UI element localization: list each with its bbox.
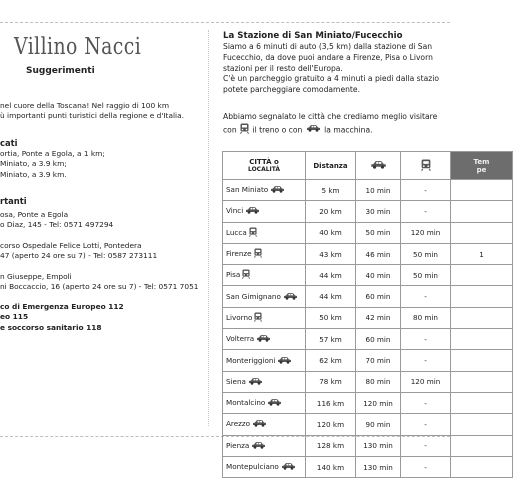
city-name: Montepulciano — [226, 462, 279, 471]
cell-extra — [451, 180, 513, 201]
city-name: San Gimignano — [226, 291, 281, 301]
cell-train-time: - — [401, 350, 451, 371]
section-locations — [0, 138, 208, 180]
section-line: corso Ospedale Felice Lotti, Pontedera — [0, 240, 142, 250]
table-row — [223, 414, 513, 435]
cell-extra — [451, 392, 513, 413]
city-name: Monteriggioni — [226, 355, 276, 365]
legend-con: con — [223, 124, 237, 134]
table-row — [223, 307, 513, 328]
cell-extra — [451, 286, 513, 307]
cell-train-time: - — [401, 286, 451, 307]
cell-train-time: 80 min — [401, 307, 451, 328]
car-icon — [251, 441, 266, 451]
section-line: o Diaz, 145 - Tel: 0571 497294 — [0, 220, 114, 230]
top-dashed-rule — [0, 22, 450, 23]
legend-line-icons — [223, 123, 450, 138]
intro-line: nel cuore della Toscana! Nel raggio di 100 km — [0, 101, 170, 110]
cell-extra — [451, 329, 513, 350]
train-icon — [254, 248, 262, 260]
cell-car-time: 80 min — [356, 371, 401, 392]
train-icon — [249, 227, 257, 239]
cell-city — [223, 222, 306, 243]
cell-city — [223, 265, 306, 286]
cell-distance: 44 km — [306, 265, 356, 286]
car-icon — [306, 124, 321, 136]
cell-train-time: - — [401, 392, 451, 413]
distance-table — [222, 151, 513, 478]
section-line: ni Boccaccio, 16 (aperto 24 ore su 7) - Tel: 0571 7051 — [0, 282, 199, 292]
cell-car-time: 10 min — [356, 180, 401, 201]
cell-car-time: 60 min — [356, 329, 401, 350]
cell-train-time: 120 min — [401, 371, 451, 392]
table-row — [223, 329, 513, 350]
table-header-row — [223, 152, 513, 180]
header-extra-line2: pe — [476, 165, 487, 174]
legend-end: la macchina. — [324, 124, 373, 134]
header-distance: Distanza — [306, 152, 356, 180]
cell-distance: 57 km — [306, 329, 356, 350]
logo-text: Villino Nacci — [14, 34, 142, 60]
header-car — [356, 152, 401, 180]
train-icon — [254, 312, 262, 324]
city-name: Vinci — [226, 206, 244, 216]
page-subtitle: Suggerimenti — [26, 66, 95, 76]
city-name: Pisa — [226, 270, 241, 280]
car-icon — [252, 419, 267, 429]
cell-distance: 140 km — [306, 456, 356, 477]
cell-car-time: 90 min — [356, 414, 401, 435]
cell-extra — [451, 456, 513, 477]
cell-train-time: - — [401, 456, 451, 477]
cell-train-time: 120 min — [401, 222, 451, 243]
header-train — [401, 152, 451, 180]
cell-city — [223, 371, 306, 392]
cell-car-time: 46 min — [356, 243, 401, 264]
city-name: Firenze — [226, 249, 252, 259]
section-title: rtanti — [0, 196, 27, 206]
cell-car-time: 120 min — [356, 392, 401, 413]
city-name: Lucca — [226, 227, 247, 237]
cell-car-time: 30 min — [356, 201, 401, 222]
section-line: osa, Ponte a Egola — [0, 210, 69, 219]
table-row — [223, 286, 513, 307]
station-paragraph — [223, 42, 450, 96]
cell-city — [223, 456, 306, 477]
cell-city — [223, 350, 306, 371]
table-row — [223, 435, 513, 456]
station-line: C'è un parcheggio gratuito a 4 minuti a piedi dalla stazio — [223, 74, 439, 84]
cell-city — [223, 392, 306, 413]
cell-car-time: 50 min — [356, 222, 401, 243]
car-icon — [283, 292, 298, 302]
header-city — [223, 152, 306, 180]
cell-train-time: - — [401, 414, 451, 435]
cell-city — [223, 329, 306, 350]
cell-car-time: 130 min — [356, 435, 401, 456]
legend-paragraph — [223, 111, 450, 137]
section-title: cati — [0, 138, 18, 148]
emergency-line: e soccorso sanitario 118 — [0, 322, 102, 332]
car-icon — [245, 206, 260, 216]
intro-text — [0, 101, 208, 121]
car-icon — [267, 398, 282, 408]
cell-car-time: 70 min — [356, 350, 401, 371]
table-row — [223, 201, 513, 222]
section-line: 47 (aperto 24 ore su 7) - Tel: 0587 273111 — [0, 251, 158, 261]
cell-city — [223, 286, 306, 307]
legend-mid: il treno o con — [252, 124, 303, 134]
cell-distance: 116 km — [306, 392, 356, 413]
table-body — [223, 180, 513, 478]
city-name: Montalcino — [226, 398, 266, 408]
station-line: Fucecchio, da dove puoi andare a Firenze, Pisa o Livorn — [223, 52, 433, 62]
train-icon — [421, 159, 431, 171]
cell-distance: 44 km — [306, 286, 356, 307]
table-row — [223, 243, 513, 264]
emergency-line: co di Emergenza Europeo 112 — [0, 302, 124, 311]
cell-extra — [451, 414, 513, 435]
section-line: n Giuseppe, Empoli — [0, 271, 72, 281]
cell-distance: 78 km — [306, 371, 356, 392]
cell-train-time: - — [401, 180, 451, 201]
car-icon — [248, 377, 263, 387]
cell-distance: 43 km — [306, 243, 356, 264]
cell-city — [223, 414, 306, 435]
cell-car-time: 42 min — [356, 307, 401, 328]
city-name: San Miniato — [226, 185, 269, 195]
legend-line: Abbiamo segnalato le città che crediamo meglio visitare — [223, 112, 438, 121]
table-row — [223, 265, 513, 286]
section-important — [0, 196, 208, 292]
cell-distance: 50 km — [306, 307, 356, 328]
cell-distance: 40 km — [306, 222, 356, 243]
car-icon — [281, 462, 296, 472]
header-city-line1: CITTÀ o — [249, 158, 279, 166]
section-emergency — [0, 302, 208, 333]
city-name: Siena — [226, 376, 246, 386]
table-row — [223, 350, 513, 371]
cell-extra — [451, 265, 513, 286]
city-name: Arezzo — [226, 419, 251, 429]
section-line: Miniato, a 3.9 km. — [0, 169, 67, 179]
cell-extra — [451, 435, 513, 456]
cell-car-time: 40 min — [356, 265, 401, 286]
train-icon — [240, 123, 249, 138]
station-line: potete parcheggiare comodamente. — [223, 85, 360, 95]
distance-table-wrap — [222, 151, 490, 472]
cell-city — [223, 180, 306, 201]
cell-train-time: 50 min — [401, 243, 451, 264]
cell-distance: 20 km — [306, 201, 356, 222]
station-title: La Stazione di San Miniato/Fucecchio — [223, 31, 403, 41]
header-extra-line1: Tem — [473, 157, 490, 166]
train-icon — [242, 269, 250, 281]
table-row — [223, 180, 513, 201]
cell-extra — [451, 350, 513, 371]
cell-city — [223, 243, 306, 264]
cell-car-time: 130 min — [356, 456, 401, 477]
column-divider — [208, 30, 209, 426]
cell-train-time: - — [401, 435, 451, 456]
station-line: stazioni per il resto dell'Europa. — [223, 63, 343, 73]
car-icon — [277, 356, 292, 366]
header-city-line2: LOCALITÀ — [247, 166, 281, 173]
cell-train-time: 50 min — [401, 265, 451, 286]
cell-city — [223, 435, 306, 456]
cell-train-time: - — [401, 201, 451, 222]
section-line: ortia, Ponte a Egola, a 1 km; — [0, 149, 105, 158]
car-icon — [256, 334, 271, 344]
station-line: Siamo a 6 minuti di auto (3,5 km) dalla stazione di San — [223, 42, 433, 51]
table-row — [223, 222, 513, 243]
cell-train-time: - — [401, 329, 451, 350]
car-icon — [270, 185, 285, 195]
cell-distance: 120 km — [306, 414, 356, 435]
cell-distance: 62 km — [306, 350, 356, 371]
city-name: Volterra — [226, 334, 255, 344]
cell-extra — [451, 307, 513, 328]
cell-city — [223, 201, 306, 222]
cell-extra — [451, 201, 513, 222]
cell-city — [223, 307, 306, 328]
section-line: Miniato, a 3.9 km; — [0, 159, 67, 169]
car-icon — [370, 160, 387, 169]
city-name: Pienza — [226, 440, 250, 450]
table-row — [223, 392, 513, 413]
emergency-line: eo 115 — [0, 312, 29, 322]
city-name: Livorno — [226, 312, 253, 322]
cell-extra: 1 — [451, 243, 513, 264]
cell-extra — [451, 222, 513, 243]
table-row — [223, 371, 513, 392]
cell-extra — [451, 371, 513, 392]
header-extra — [451, 152, 513, 180]
intro-line: ù importanti punti turistici della regione e d'Italia. — [0, 111, 184, 120]
cell-car-time: 60 min — [356, 286, 401, 307]
table-row — [223, 456, 513, 477]
cell-distance: 128 km — [306, 435, 356, 456]
cell-distance: 5 km — [306, 180, 356, 201]
